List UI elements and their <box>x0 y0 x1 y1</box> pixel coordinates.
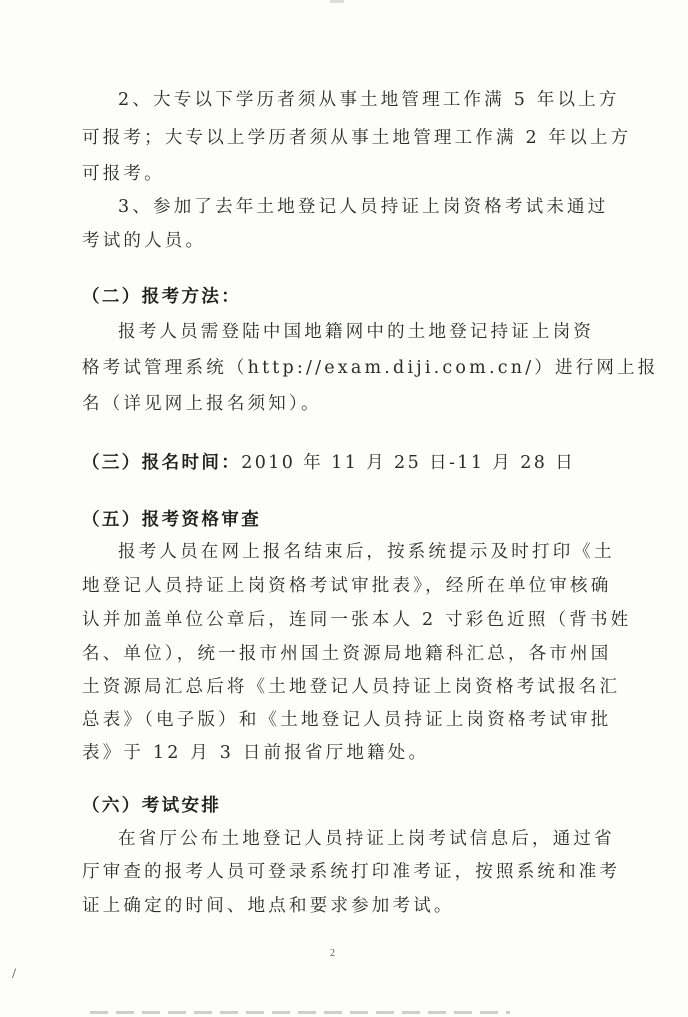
section-5-line-2: 地登记人员持证上岗资格考试审批表》，经所在单位审核确 <box>82 576 612 596</box>
section-3-label: （三）报名时间： <box>82 453 242 473</box>
section-6-line-3: 证上确定的时间、地点和要求参加考试。 <box>82 896 455 916</box>
stray-mark: / <box>12 966 17 982</box>
section-2-heading: （二）报考方法： <box>82 287 242 307</box>
section-3-heading <box>82 451 575 475</box>
section-5-line-1: 报考人员在网上报名结束后，按系统提示及时打印《土 <box>118 542 615 562</box>
scan-artifact-bottom <box>90 1011 510 1014</box>
item-3-line-2: 考试的人员。 <box>82 231 207 251</box>
section-5-line-5: 土资源局汇总后将《土地登记人员持证上岗资格考试报名汇 <box>82 677 621 697</box>
section-2-line-2: 格考试管理系统（http://exam.diji.com.cn/）进行网上报 <box>82 358 659 378</box>
section-5-line-7: 表》于 12 月 3 日前报省厅地籍处。 <box>82 743 430 763</box>
item-2-line-2: 可报考；大专以上学历者须从事土地管理工作满 2 年以上方 <box>82 128 632 148</box>
section-6-line-1: 在省厅公布土地登记人员持证上岗考试信息后，通过省 <box>118 829 615 849</box>
section-6-line-2: 厅审查的报考人员可登录系统打印准考证，按照系统和准考 <box>82 862 621 882</box>
scan-artifact-top <box>330 0 344 3</box>
section-5-heading: （五）报考资格审查 <box>82 510 262 530</box>
section-5-line-6: 总表》（电子版）和《土地登记人员持证上岗资格考试审批 <box>82 710 612 730</box>
section-5-line-3: 认并加盖单位公章后，连同一张本人 2 寸彩色近照（背书姓 <box>82 610 632 630</box>
section-6-heading: （六）考试安排 <box>82 796 222 816</box>
section-5-line-4: 名、单位），统一报市州国土资源局地籍科汇总，各市州国 <box>82 644 612 664</box>
registration-date-range: 2010 年 11 月 25 日-11 月 28 日 <box>241 453 576 473</box>
page-number: 2 <box>330 948 335 959</box>
item-2-line-1: 2、大专以下学历者须从事土地管理工作满 5 年以上方 <box>118 90 620 110</box>
item-2-line-3: 可报考。 <box>82 164 165 184</box>
section-2-line-1: 报考人员需登陆中国地籍网中的土地登记持证上岗资 <box>118 322 595 342</box>
item-3-line-1: 3、参加了去年土地登记人员持证上岗资格考试未通过 <box>118 197 609 217</box>
section-2-line-3: 名（详见网上报名须知）。 <box>82 394 322 414</box>
